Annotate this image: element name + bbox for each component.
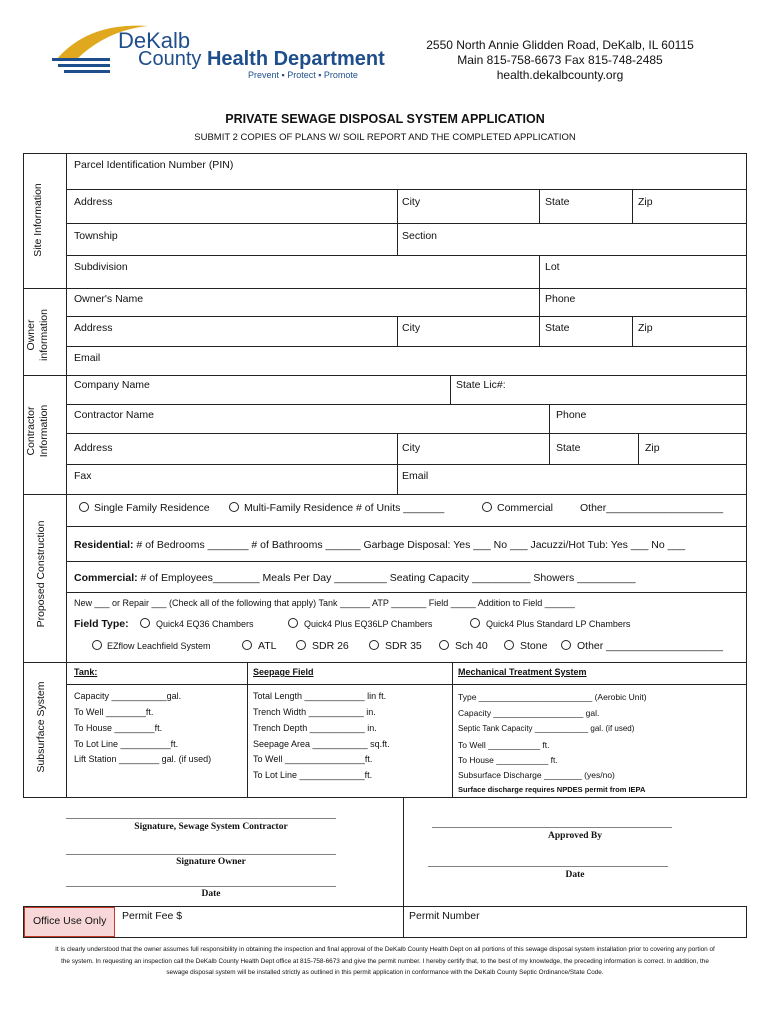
field-pin[interactable]: Parcel Identification Number (PIN): [74, 159, 234, 171]
form-subtitle: SUBMIT 2 COPIES OF PLANS W/ SOIL REPORT AND THE COMPLETED APPLICATION: [194, 132, 576, 143]
seepage-total-length[interactable]: Total Length ____________ lin ft.: [253, 691, 387, 701]
field-site-state[interactable]: State: [545, 196, 570, 208]
logo-name-line2: [138, 48, 385, 71]
label-multi-family: Multi-Family Residence # of Units _______: [244, 502, 445, 514]
label-quick4-plus-std: Quick4 Plus Standard LP Chambers: [486, 619, 631, 629]
radio-stone[interactable]: [504, 640, 514, 650]
header-address: 2550 North Annie Glidden Road, DeKalb, IL 60115: [426, 38, 694, 52]
field-site-city[interactable]: City: [402, 196, 421, 208]
logo-tagline: Prevent ▪ Protect ▪ Promote: [248, 70, 358, 80]
radio-sch40[interactable]: [439, 640, 449, 650]
label-quick4-plus-eq36: Quick4 Plus EQ36LP Chambers: [304, 619, 433, 629]
radio-sdr35[interactable]: [369, 640, 379, 650]
label-other-field[interactable]: Other ____________________: [577, 640, 723, 652]
field-subdivision[interactable]: Subdivision: [74, 261, 128, 273]
signature-owner-label: Signature Owner: [176, 857, 246, 867]
approved-by-line[interactable]: ________________________________________________: [432, 818, 672, 829]
field-site-address[interactable]: Address: [74, 196, 113, 208]
signature-contractor-label: Signature, Sewage System Contractor: [134, 822, 288, 832]
mech-capacity[interactable]: Capacity ___________________ gal.: [458, 708, 600, 718]
radio-sdr26[interactable]: [296, 640, 306, 650]
tank-to-well[interactable]: To Well ________ft.: [74, 707, 154, 717]
radio-atl[interactable]: [242, 640, 252, 650]
radio-single-family[interactable]: [79, 502, 89, 512]
field-owner-phone[interactable]: Phone: [545, 293, 576, 305]
signature-line-date[interactable]: ______________________________________________________: [66, 877, 336, 888]
disclaimer-line-2: the system. In requesting an inspection call the DeKalb County Health Dept office at 815-758-6673 and give the permit number. I hereby certify that, to the best of my knowledge, the preceding information is correct. In addition, the: [61, 958, 709, 965]
section-owner: Owner information: [25, 309, 50, 361]
field-state-lic[interactable]: State Lic#:: [456, 379, 506, 391]
approved-date-label: Date: [565, 870, 585, 880]
commercial-fields: # of Employees________ Meals Per Day _________ Seating Capacity __________ Showers __________: [137, 572, 636, 584]
field-contractor-name[interactable]: Contractor Name: [74, 409, 154, 421]
label-single-family: Single Family Residence: [94, 502, 210, 514]
field-contractor-fax[interactable]: Fax: [74, 470, 92, 482]
field-owner-city[interactable]: City: [402, 322, 421, 334]
field-owner-email[interactable]: Email: [74, 352, 101, 364]
logo-health-department: Health Department: [206, 48, 385, 70]
label-other-type[interactable]: Other____________________: [580, 502, 724, 514]
field-owner-name[interactable]: Owner's Name: [74, 293, 144, 305]
section-subsurface: Subsurface System: [35, 681, 47, 773]
approved-date-line[interactable]: ________________________________________________: [428, 857, 668, 868]
header-phones: Main 815-758-6673 Fax 815-748-2485: [457, 53, 663, 67]
field-permit-number[interactable]: Permit Number: [409, 910, 480, 922]
mech-title: Mechanical Treatment System: [458, 667, 587, 677]
label-sch40: Sch 40: [455, 640, 488, 652]
field-company-name[interactable]: Company Name: [74, 379, 150, 391]
logo-name-line1: DeKalb: [118, 28, 191, 53]
tank-capacity[interactable]: Capacity ___________gal.: [74, 691, 182, 701]
form-title: PRIVATE SEWAGE DISPOSAL SYSTEM APPLICATION: [225, 112, 545, 126]
field-type-label: Field Type:: [74, 618, 129, 630]
radio-quick4-plus-eq36[interactable]: [288, 618, 298, 628]
radio-other-field[interactable]: [561, 640, 571, 650]
mech-subsurface-discharge[interactable]: Subsurface Discharge ________ (yes/no): [458, 770, 615, 780]
seepage-title: Seepage Field: [253, 667, 314, 677]
label-sdr26: SDR 26: [312, 640, 349, 652]
residential-row[interactable]: [74, 539, 685, 551]
label-ezflow: EZflow Leachfield System: [107, 641, 211, 651]
field-contractor-city[interactable]: City: [402, 442, 421, 454]
header-website: health.dekalbcounty.org: [496, 68, 624, 82]
logo: [48, 18, 385, 82]
field-contractor-zip[interactable]: Zip: [645, 442, 660, 454]
mech-type[interactable]: Type ________________________ (Aerobic Unit): [458, 692, 647, 702]
signature-line-owner[interactable]: ______________________________________________________: [66, 845, 336, 856]
seepage-to-well[interactable]: To Well ________________ft.: [253, 754, 373, 764]
field-township[interactable]: Township: [74, 230, 118, 242]
npdes-note: Surface discharge requires NPDES permit from IEPA: [458, 785, 646, 794]
logo-county: County: [138, 48, 207, 70]
section-contractor: Contractor Information: [25, 404, 50, 458]
field-contractor-email[interactable]: Email: [402, 470, 429, 482]
field-lot[interactable]: Lot: [545, 261, 560, 273]
radio-quick4-plus-std[interactable]: [470, 618, 480, 628]
field-owner-address[interactable]: Address: [74, 322, 113, 334]
radio-quick4-eq36[interactable]: [140, 618, 150, 628]
mech-to-well[interactable]: To Well ___________ ft.: [458, 740, 550, 750]
radio-multi-family[interactable]: [229, 502, 239, 512]
tank-to-lot-line[interactable]: To Lot Line __________ft.: [74, 739, 179, 749]
field-contractor-address[interactable]: Address: [74, 442, 113, 454]
section-site: Site Information: [32, 183, 44, 257]
label-atl: ATL: [258, 640, 277, 652]
residential-label: Residential:: [74, 539, 134, 551]
tank-to-house[interactable]: To House ________ft.: [74, 723, 163, 733]
radio-commercial[interactable]: [482, 502, 492, 512]
section-proposed: Proposed Construction: [35, 520, 47, 628]
field-section[interactable]: Section: [402, 230, 438, 242]
radio-ezflow[interactable]: [92, 640, 102, 650]
signature-date-label: Date: [201, 889, 221, 899]
label-stone: Stone: [520, 640, 548, 652]
field-contractor-state[interactable]: State: [556, 442, 581, 454]
section-label-divider: [66, 153, 67, 798]
seepage-to-lot-line[interactable]: To Lot Line _____________ft.: [253, 770, 373, 780]
label-sdr35: SDR 35: [385, 640, 422, 652]
tank-title: Tank:: [74, 667, 98, 677]
field-contractor-phone[interactable]: Phone: [556, 409, 587, 421]
office-use-label: Office Use Only: [33, 915, 107, 927]
label-quick4-eq36: Quick4 EQ36 Chambers: [156, 619, 254, 629]
commercial-row[interactable]: [74, 572, 636, 584]
signature-line-contractor[interactable]: ______________________________________________________: [66, 809, 336, 820]
disclaimer-line-3: sewage disposal system will be installed strictly as outlined in this permit application in conformance with the DeKalb County Septic Ordinance/State Code.: [166, 969, 604, 976]
signature-divider: [403, 798, 404, 907]
field-owner-zip[interactable]: Zip: [638, 322, 653, 334]
tank-lift-station[interactable]: Lift Station ________ gal. (if used): [74, 754, 212, 764]
field-permit-fee[interactable]: Permit Fee $: [122, 910, 183, 922]
disclaimer-line-1: It is clearly understood that the owner assumes full responsibility in obtaining the inspection and final approval of the DeKalb County Health Dept on all portions of this sewage disposal system installation prior to covering any portion of: [55, 946, 715, 953]
label-commercial: Commercial: [497, 502, 554, 514]
mech-to-house[interactable]: To House ___________ ft.: [458, 755, 558, 765]
field-owner-state[interactable]: State: [545, 322, 570, 334]
mech-septic-tank-capacity[interactable]: Septic Tank Capacity ____________ gal. (if used): [458, 724, 635, 733]
seepage-area[interactable]: Seepage Area ___________ sq.ft.: [253, 739, 390, 749]
approved-by-label: Approved By: [548, 831, 602, 841]
seepage-trench-depth[interactable]: Trench Depth ___________ in.: [253, 723, 377, 733]
new-repair-row[interactable]: New ___ or Repair ___ (Check all of the following that apply) Tank ______ ATP _______ Field _____ Addition to Field ______: [74, 598, 575, 608]
seepage-trench-width[interactable]: Trench Width ___________ in.: [253, 707, 376, 717]
field-site-zip[interactable]: Zip: [638, 196, 653, 208]
commercial-label: Commercial:: [74, 572, 138, 584]
residential-fields: # of Bedrooms _______ # of Bathrooms ______ Garbage Disposal: Yes ___ No ___ Jacuzzi/Hot Tub: Yes ___ No ___: [133, 539, 686, 551]
